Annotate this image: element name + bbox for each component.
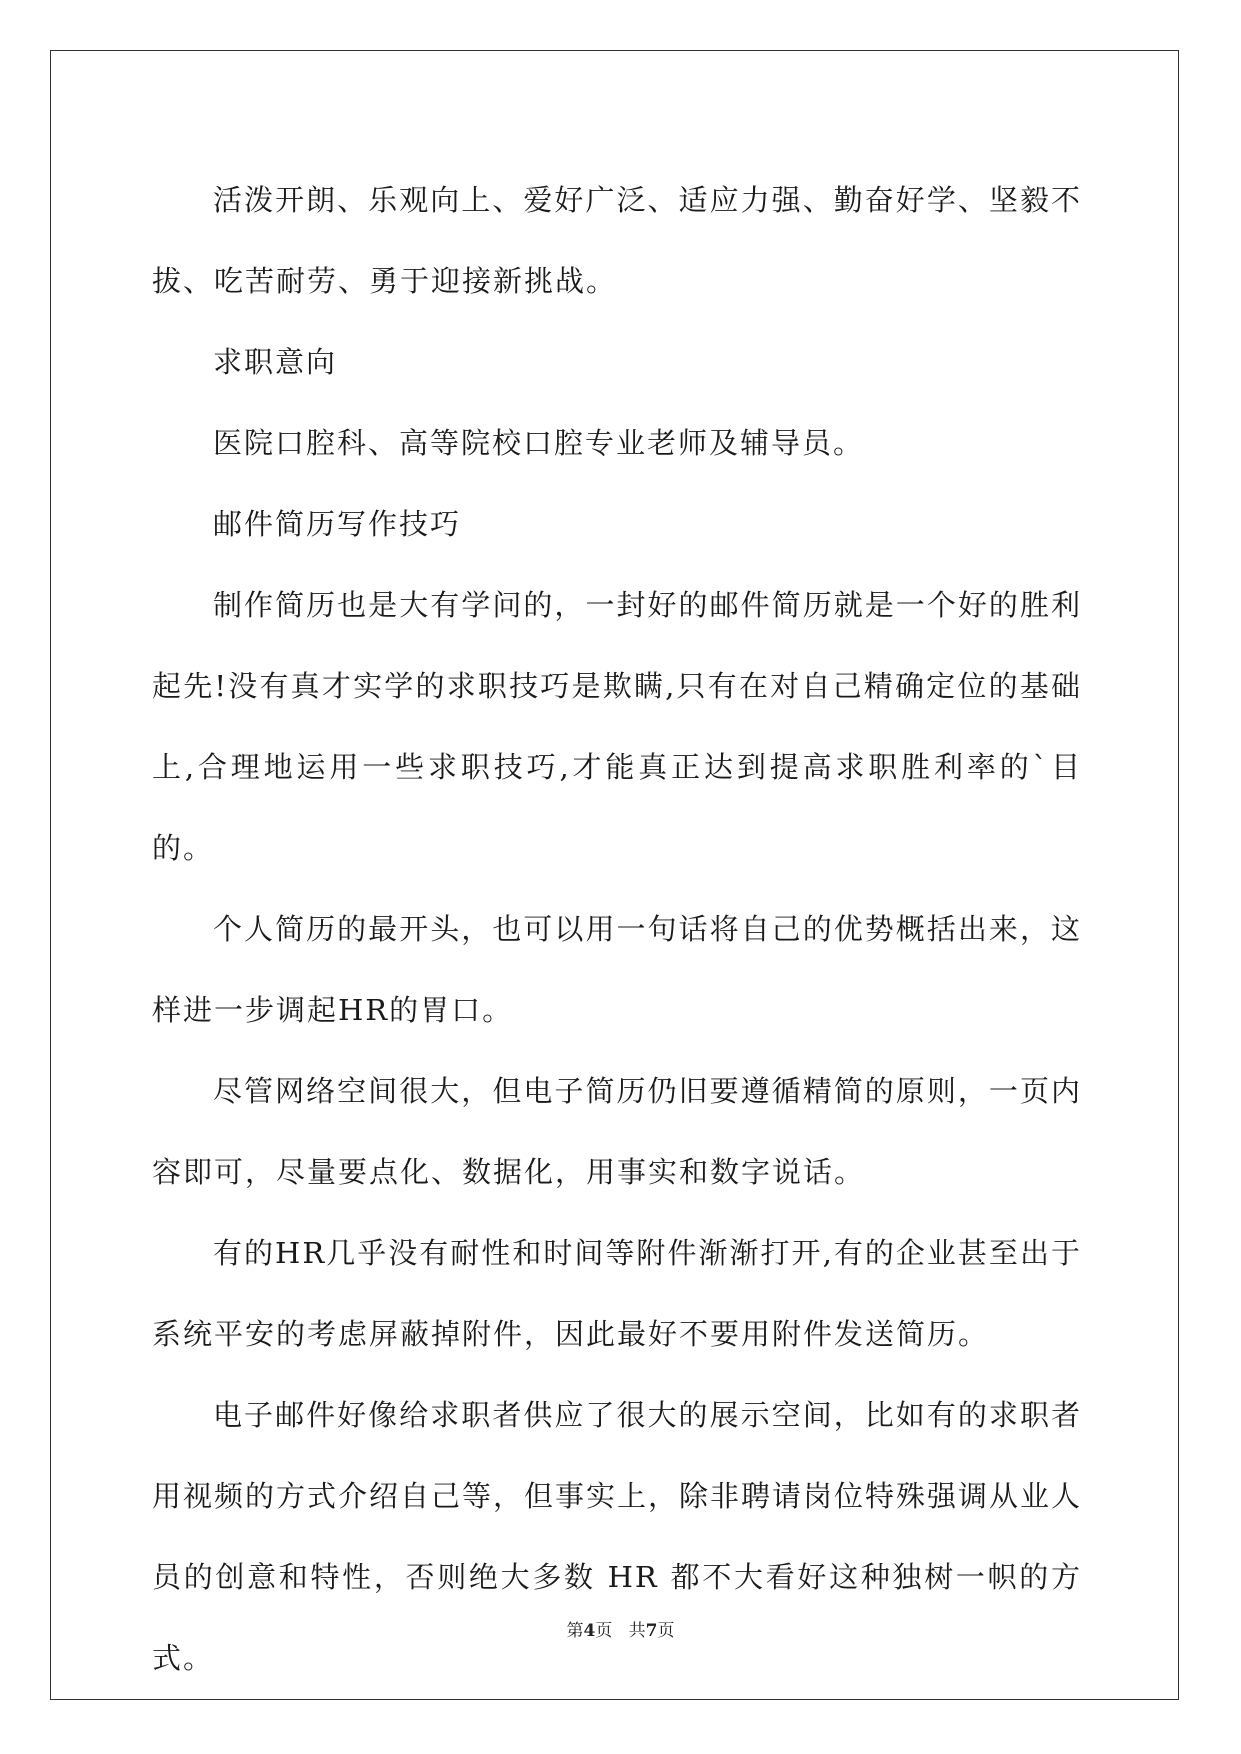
paragraph-tip-attachments: 有的HR几乎没有耐性和时间等附件渐渐打开,有的企业甚至出于系统平安的考虑屏蔽掉附件，因此最好不要用附件发送简历。 (152, 1236, 1082, 1351)
footer-total-prefix: 共 (628, 1621, 646, 1641)
paragraph-tip-creativity: 电子邮件好像给求职者供应了很大的展示空间，比如有的求职者用视频的方式介绍自己等，但事实上，除非聘请岗位特殊强调从业人员的创意和特性，否则绝大多数 HR 都不大看好这种独树一帜的方式。 (152, 1398, 1083, 1675)
heading-email-resume-tips: 邮件简历写作技巧 (213, 507, 462, 541)
paragraph-job-intention: 医院口腔科、高等院校口腔专业老师及辅导员。 (213, 426, 865, 460)
paragraph-tips-intro: 制作简历也是大有学问的，一封好的邮件简历就是一个好的胜利起先!没有真才实学的求职技巧是欺瞒,只有在对自己精确定位的基础上,合理地运用一些求职技巧,才能真正达到提高求职胜利率的`目的。 (152, 588, 1082, 865)
page-footer (0, 1616, 1241, 1641)
footer-total-pages: 7 (645, 1621, 658, 1641)
paragraph-tip-opening: 个人简历的最开头，也可以用一句话将自己的优势概括出来，这样进一步调起HR的胃口。 (152, 912, 1082, 1027)
document-body (152, 160, 1082, 1699)
heading-job-intention: 求职意向 (213, 345, 338, 379)
footer-page-suffix: 页 (595, 1621, 613, 1641)
footer-page-prefix: 第 (566, 1621, 584, 1641)
footer-total-suffix: 页 (657, 1621, 675, 1641)
footer-page-number: 4 (583, 1621, 596, 1641)
paragraph-tip-concise: 尽管网络空间很大，但电子简历仍旧要遵循精简的原则，一页内容即可，尽量要点化、数据化，用事实和数字说话。 (152, 1074, 1082, 1189)
paragraph-personality: 活泼开朗、乐观向上、爱好广泛、适应力强、勤奋好学、坚毅不拔、吃苦耐劳、勇于迎接新挑战。 (152, 183, 1082, 298)
